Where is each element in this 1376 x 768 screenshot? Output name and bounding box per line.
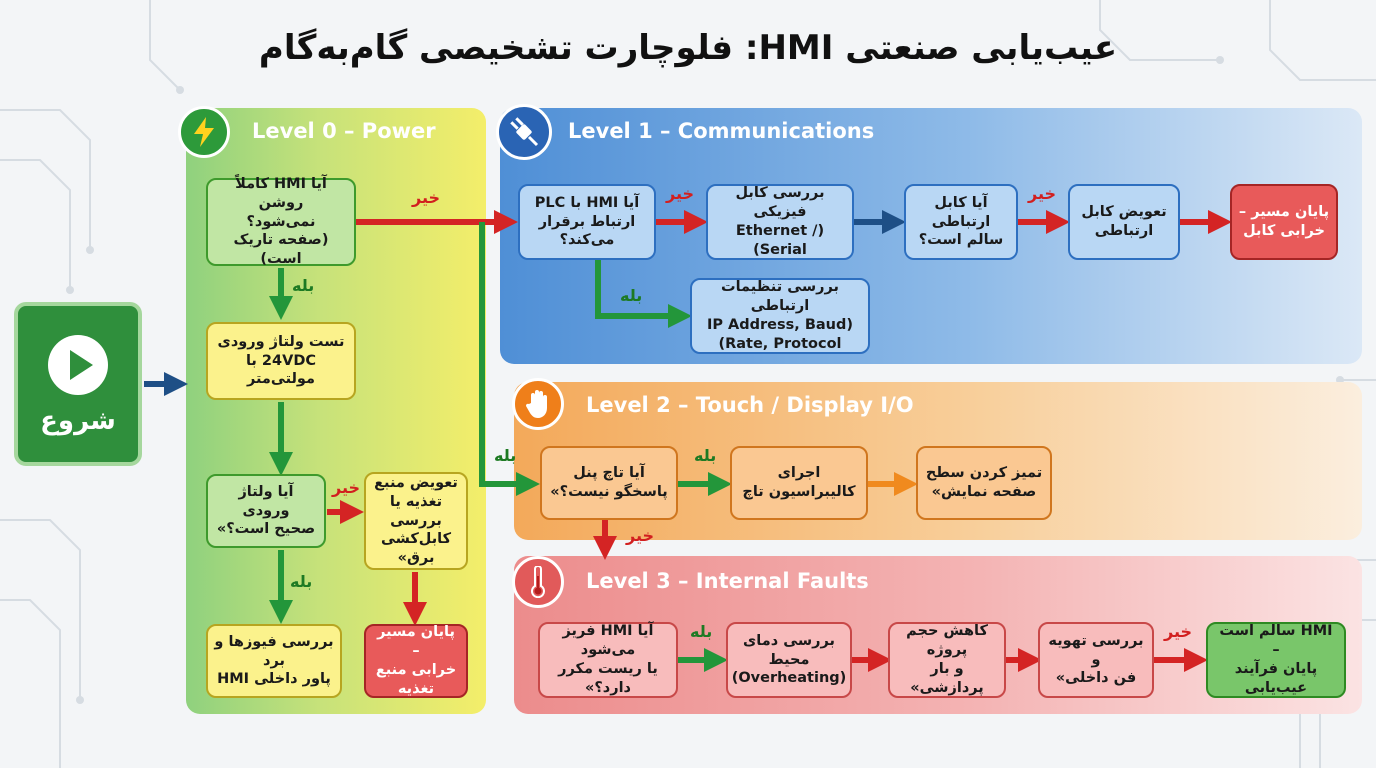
- edge-label-no: خیر: [666, 184, 695, 203]
- l3-question-freeze: آیا HMI فریز می‌شود یا ریست مکرر دارد؟»: [538, 622, 678, 698]
- l2-calibration: اجرای کالیبراسیون تاچ: [730, 446, 868, 520]
- level-0-title: Level 0 – Power: [252, 119, 436, 143]
- l3-end-healthy: HMI سالم است – پایان فرآیند عیب‌یابی: [1206, 622, 1346, 698]
- l1-question-plc-comm: آیا HMI با PLC ارتباط برقرار می‌کند؟: [518, 184, 656, 260]
- level-3-title: Level 3 – Internal Faults: [586, 569, 869, 593]
- start-label: شروع: [40, 406, 116, 436]
- edge-label-no: خیر: [1164, 622, 1193, 641]
- edge-label-no: خیر: [332, 478, 361, 497]
- level-1-title: Level 1 – Communications: [568, 119, 875, 143]
- l0-test-voltage: تست ولتاژ ورودی 24VDC با مولتی‌متر: [206, 322, 356, 400]
- l3-check-temp: بررسی دمای محیط (Overheating): [726, 622, 852, 698]
- edge-label-no: خیر: [626, 526, 655, 545]
- l1-check-settings: بررسی تنظیمات ارتباطی (IP Address, Baud Rate, Protocol): [690, 278, 870, 354]
- edge-label-yes: بله: [494, 446, 517, 465]
- edge-label-yes: بله: [690, 622, 713, 641]
- l1-check-cable: بررسی کابل فیزیکی (Ethernet / Serial): [706, 184, 854, 260]
- arrow-to-l2: [482, 222, 528, 484]
- l1-end-cable-fault: پایان مسیر – خرابی کابل: [1230, 184, 1338, 260]
- l2-clean-screen: تمیز کردن سطح صفحه نمایش»: [916, 446, 1052, 520]
- play-icon: [45, 332, 111, 398]
- edge-label-no: خیر: [412, 188, 441, 207]
- l0-replace-psu: تعویض منبع تغذیه یا بررسی کابل‌کشی برق»: [364, 472, 468, 570]
- l0-question-no-power: آیا HMI کاملاً روشن نمی‌شود؟ (صفحه تاریک است): [206, 178, 356, 266]
- l3-check-fan: بررسی تهویه و فن داخلی»: [1038, 622, 1154, 698]
- edge-label-no: خیر: [1028, 184, 1057, 203]
- l2-question-touch: آیا تاچ پنل پاسخگو نیست؟»: [540, 446, 678, 520]
- l3-reduce-project: کاهش حجم پروژه و بار پردازشی»: [888, 622, 1006, 698]
- edge-label-yes: بله: [694, 446, 717, 465]
- start-button[interactable]: [14, 302, 142, 466]
- l0-question-voltage-ok: آیا ولتاژ ورودی صحیح است؟»: [206, 474, 326, 548]
- edge-label-yes: بله: [292, 276, 315, 295]
- l1-question-cable-ok: آیا کابل ارتباطی سالم است؟: [904, 184, 1018, 260]
- level-2-title: Level 2 – Touch / Display I/O: [586, 393, 914, 417]
- edge-label-yes: بله: [620, 286, 643, 305]
- l1-replace-cable: تعویض کابل ارتباطی: [1068, 184, 1180, 260]
- edge-label-yes: بله: [290, 572, 313, 591]
- l0-end-psu-fault: پایان مسیر – خرابی منبع تغذیه: [364, 624, 468, 698]
- l0-check-fuses: بررسی فیوزها و برد پاور داخلی HMI: [206, 624, 342, 698]
- page-title: عیب‌یابی صنعتی HMI: فلوچارت تشخیصی گام‌به‌گام: [258, 28, 1118, 68]
